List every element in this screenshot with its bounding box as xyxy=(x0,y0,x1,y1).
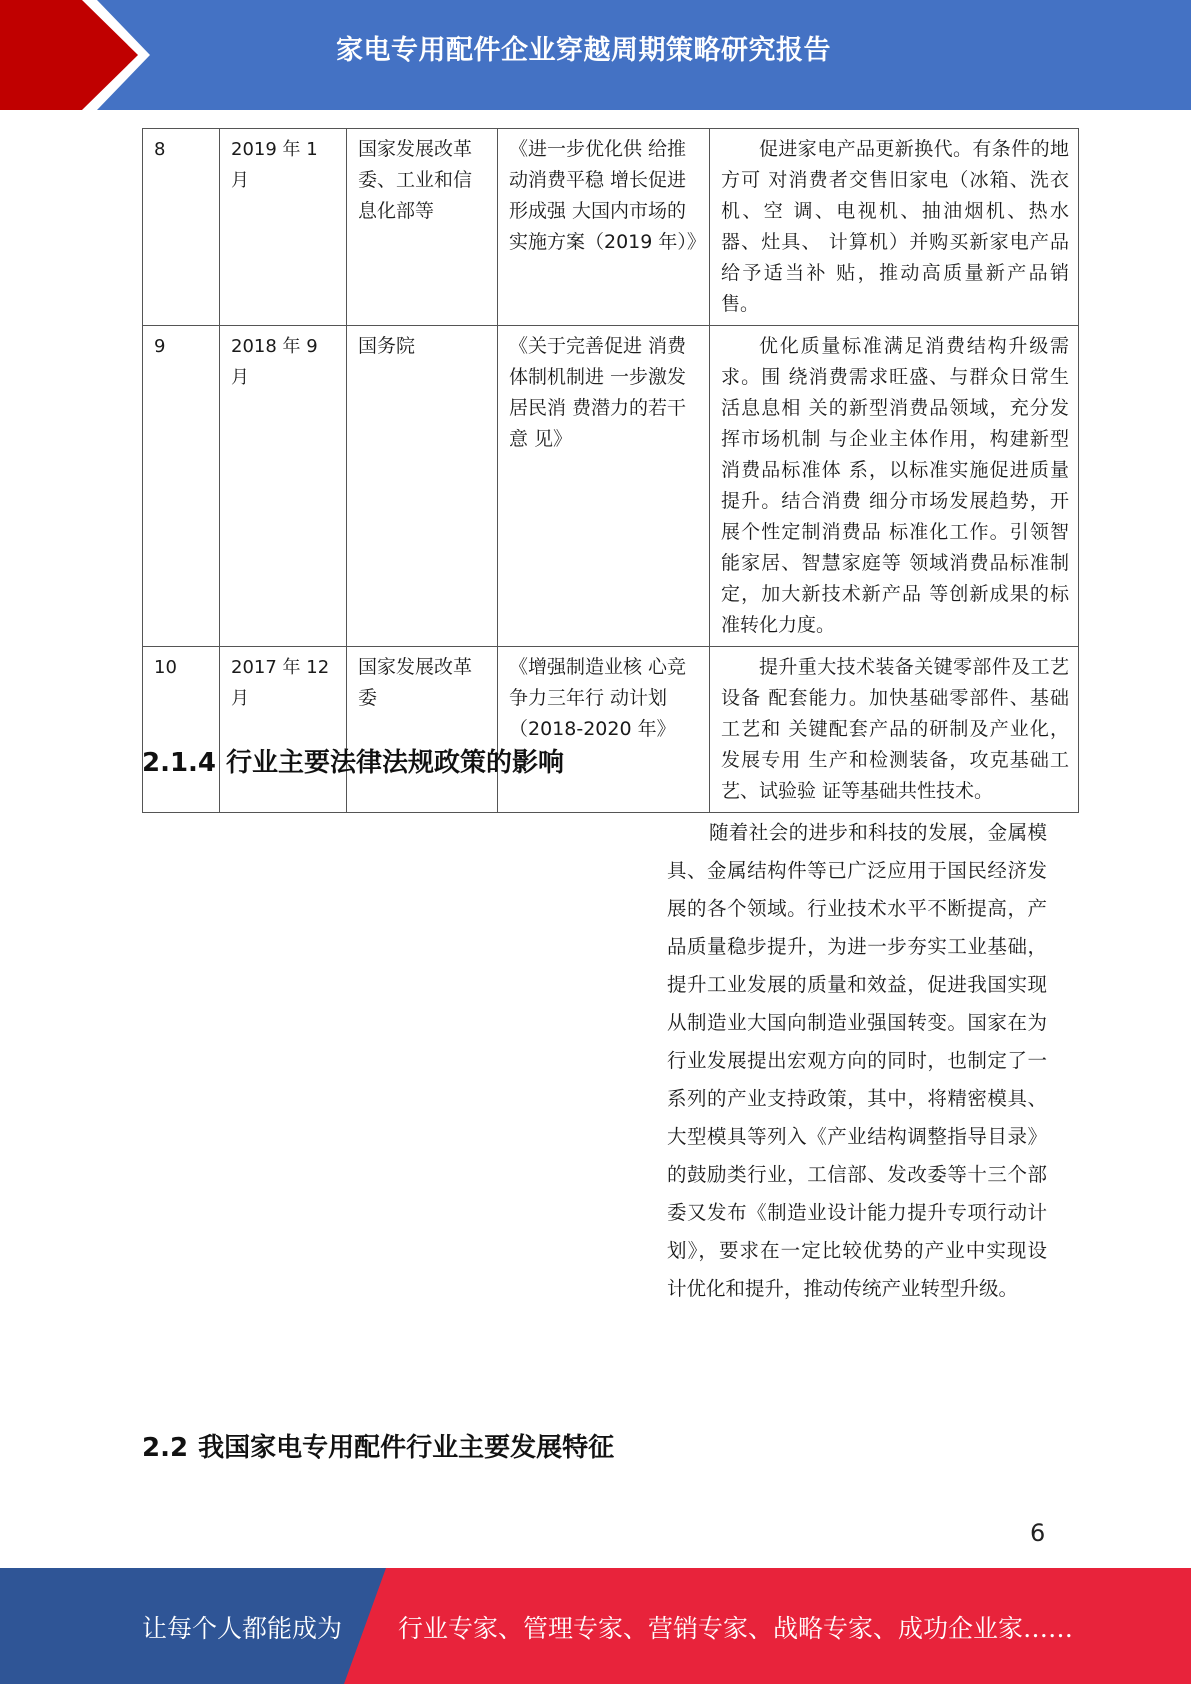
report-title: 家电专用配件企业穿越周期策略研究报告 xyxy=(336,35,831,66)
row-issuer: 国家发展改革委 xyxy=(347,647,498,813)
row-content: 提升重大技术装备关键零部件及工艺设备 配套能力。加快基础零部件、基础工艺和 关键配套产品的研制及产业化，发展专用 生产和检测装备，攻克基础工艺、试验验 证等基础共性技术。 xyxy=(710,647,1079,813)
section-heading-2-2 xyxy=(142,1427,614,1464)
page-footer xyxy=(0,1568,1191,1684)
row-date: 2018 年 9 月 xyxy=(220,326,347,647)
row-document: 《关于完善促进 消费体制机制进 一步激发居民消 费潜力的若干意 见》 xyxy=(498,326,710,647)
footer-slogan-left: 让每个人都能成为 xyxy=(142,1614,343,1643)
policy-table xyxy=(142,128,1079,813)
row-number: 8 xyxy=(143,129,220,326)
table-row xyxy=(143,129,1079,326)
section-heading-2-1-4 xyxy=(142,742,564,779)
row-number: 9 xyxy=(143,326,220,647)
section-number: 2.1.4 xyxy=(142,748,217,778)
row-issuer: 国家发展改革委、工业和信息化部等 xyxy=(347,129,498,326)
row-issuer: 国务院 xyxy=(347,326,498,647)
table-row xyxy=(143,326,1079,647)
page-number: 6 xyxy=(1030,1519,1046,1547)
row-document: 《增强制造业核 心竞争力三年行 动计划（2018-2020 年》 xyxy=(498,647,710,813)
section-title: 行业主要法律法规政策的影响 xyxy=(226,748,565,778)
section-title: 我国家电专用配件行业主要发展特征 xyxy=(198,1433,615,1463)
page-header xyxy=(0,0,1191,110)
body-paragraph: 随着社会的进步和科技的发展，金属模具、金属结构件等已广泛应用于国民经济发展的各个领域。行业技术水平不断提高，产品质量稳步提升，为进一步夯实工业基础，提升工业发展的质量和效益，促进我国实现从制造业大国向制造业强国转变。国家在为行业发展提出宏观方向的同时，也制定了一系列的产业支持政策，其中，将精密模具、大型模具等列入《产业结构调整指导目录》的鼓励类行业，工信部、发改委等十三个部委又发布《制造业设计能力提升专项行动计划》，要求在一定比较优势的产业中实现设计优化和提升，推动传统产业转型升级。 xyxy=(667,821,1047,1300)
header-chevron-red xyxy=(0,0,138,110)
table-row xyxy=(143,647,1079,813)
row-content: 促进家电产品更新换代。有条件的地方可 对消费者交售旧家电（冰箱、洗衣机、空 调、电视机、抽油烟机、热水器、灶具、 计算机）并购买新家电产品给予适当补 贴，推动高质量新产品销售。 xyxy=(710,129,1079,326)
row-date: 2017 年 12 月 xyxy=(220,647,347,813)
row-content: 优化质量标准满足消费结构升级需求。围 绕消费需求旺盛、与群众日常生活息息相 关的新型消费品领域，充分发挥市场机制 与企业主体作用，构建新型消费品标准体 系，以标准实施促进质量提升。结合消费 细分市场发展趋势，开展个性定制消费品 标准化工作。引领智能家居、智慧家庭等 领域消费品标准制定，加大新技术新产品 等创新成果的标准转化力度。 xyxy=(710,326,1079,647)
footer-slogan-right: 行业专家、管理专家、营销专家、战略专家、成功企业家…… xyxy=(398,1614,1074,1643)
row-date: 2019 年 1 月 xyxy=(220,129,347,326)
row-document: 《进一步优化供 给推动消费平稳 增长促进形成强 大国内市场的实施方案（2019 年）》 xyxy=(498,129,710,326)
row-number: 10 xyxy=(143,647,220,813)
section-number: 2.2 xyxy=(142,1433,189,1463)
